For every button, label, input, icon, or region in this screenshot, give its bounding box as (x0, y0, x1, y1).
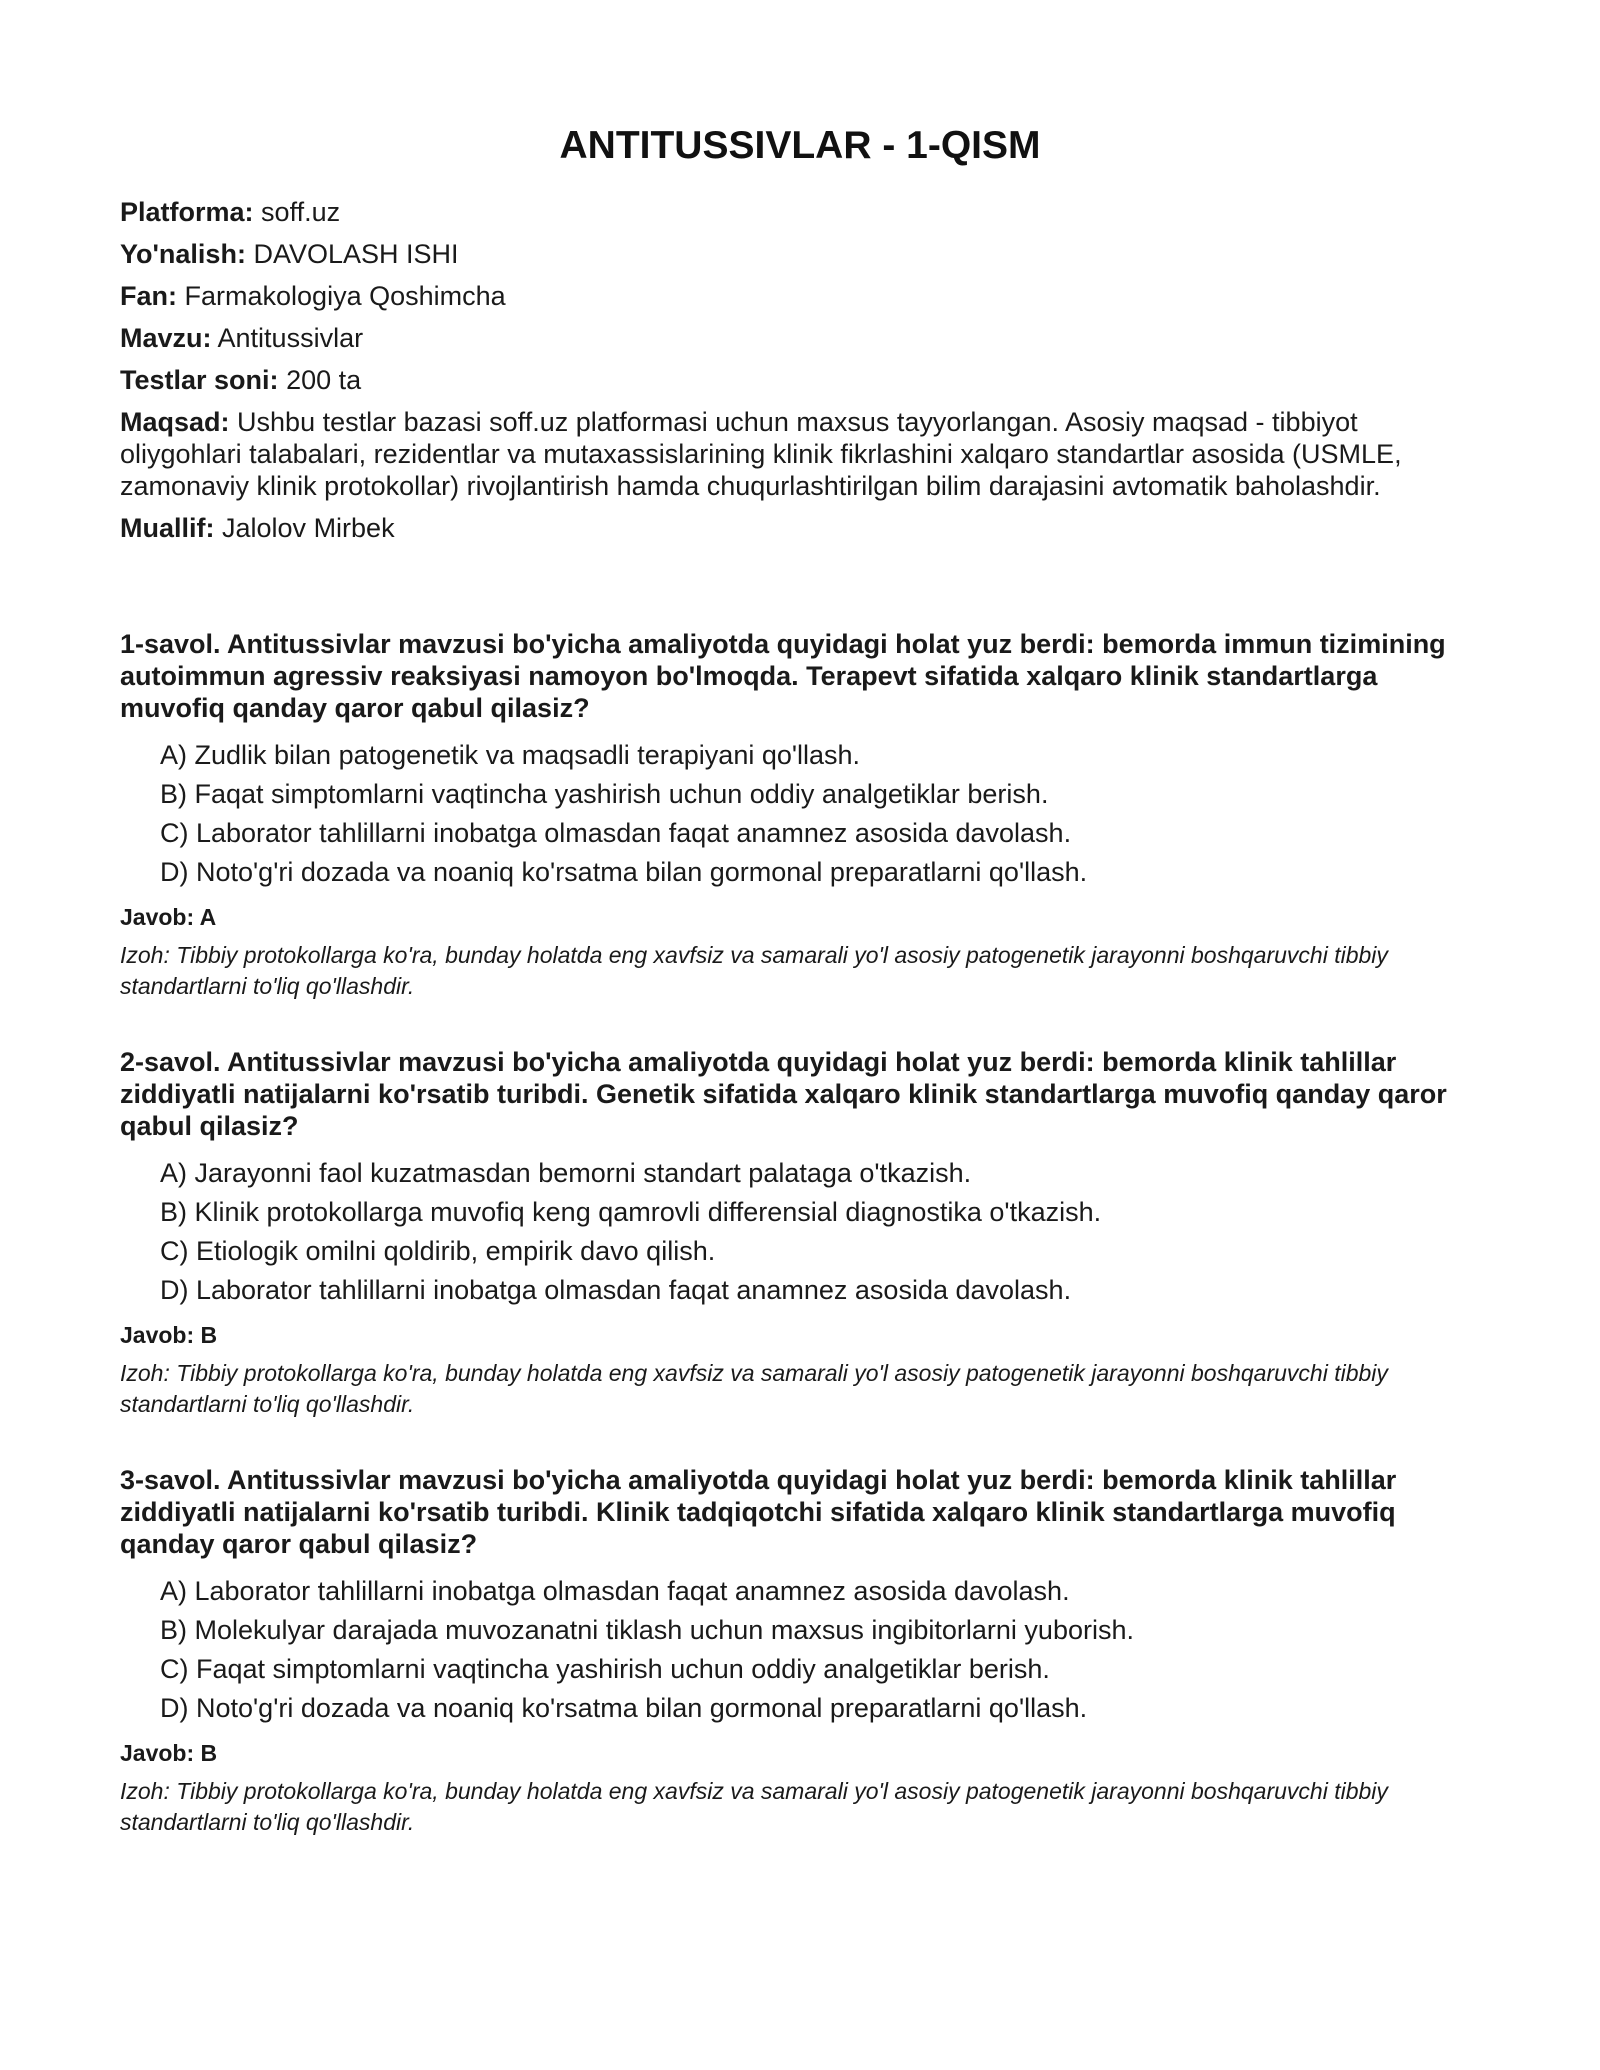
option-c: C) Laborator tahlillarni inobatga olmasdan faqat anamnez asosida davolash. (160, 818, 1072, 848)
answer-line: Javob: B (120, 1322, 218, 1348)
option-c: C) Faqat simptomlarni vaqtincha yashirish uchun oddiy analgetiklar berish. (160, 1654, 1050, 1684)
meta-goal (120, 406, 1480, 502)
explanation-note: Izoh: Tibbiy protokollarga ko'ra, bunday holatda eng xavfsiz va samarali yo'l asosiy patogenetik jarayonni boshqaruvchi tibbiy standartlarni to'liq qo'llashdir. (120, 942, 1388, 999)
document-meta (120, 196, 1480, 544)
meta-label: Fan: (120, 281, 177, 311)
meta-value: soff.uz (261, 197, 341, 227)
option-b: B) Faqat simptomlarni vaqtincha yashirish uchun oddiy analgetiklar berish. (160, 779, 1049, 809)
option-c: C) Etiologik omilni qoldirib, empirik davo qilish. (160, 1236, 716, 1266)
option-d: D) Laborator tahlillarni inobatga olmasdan faqat anamnez asosida davolash. (160, 1275, 1072, 1305)
option-list (120, 1154, 1480, 1310)
meta-label: Platforma: (120, 197, 254, 227)
option-a: A) Jarayonni faol kuzatmasdan bemorni standart palataga o'tkazish. (160, 1158, 972, 1188)
meta-author (120, 512, 1480, 544)
explanation-note: Izoh: Tibbiy protokollarga ko'ra, bunday holatda eng xavfsiz va samarali yo'l asosiy patogenetik jarayonni boshqaruvchi tibbiy standartlarni to'liq qo'llashdir. (120, 1778, 1388, 1835)
question-text: 1-savol. Antitussivlar mavzusi bo'yicha amaliyotda quyidagi holat yuz berdi: bemorda immun tizimining autoimmun agressiv reaksiyasi namoyon bo'lmoqda. Terapevt sifatida xalqaro klinik standartlarga muvofiq qanday qaror qabul qilasiz? (120, 629, 1446, 723)
meta-label: Yo'nalish: (120, 239, 246, 269)
meta-value: Antitussivlar (217, 323, 364, 353)
meta-label: Mavzu: (120, 323, 212, 353)
option-b: B) Klinik protokollarga muvofiq keng qamrovli differensial diagnostika o'tkazish. (160, 1197, 1102, 1227)
question-list (120, 628, 1480, 1838)
meta-value: Jalolov Mirbek (222, 513, 395, 543)
meta-value: DAVOLASH ISHI (253, 239, 459, 269)
question-text: 3-savol. Antitussivlar mavzusi bo'yicha amaliyotda quyidagi holat yuz berdi: bemorda klinik tahlillar ziddiyatli natijalarni ko'rsatib turibdi. Klinik tadqiqotchi sifatida xalqaro klinik standartlarga muvofiq qanday qaror qabul qilasiz? (120, 1465, 1397, 1559)
meta-label: Testlar soni: (120, 365, 279, 395)
explanation-note: Izoh: Tibbiy protokollarga ko'ra, bunday holatda eng xavfsiz va samarali yo'l asosiy patogenetik jarayonni boshqaruvchi tibbiy standartlarni to'liq qo'llashdir. (120, 1360, 1388, 1417)
answer-line: Javob: A (120, 904, 217, 930)
meta-value: Ushbu testlar bazasi soff.uz platformasi uchun maxsus tayyorlangan. Asosiy maqsad - tibbiyot oliygohlari talabalari, rezidentlar va mutaxassislarining klinik fikrlashini xalqaro standartlar asosida (USMLE, zamonaviy klinik protokollar) rivojlantirish hamda chuqurlashtirilgan bilim darajasini avtomatik baholashdir. (120, 407, 1402, 501)
option-b: B) Molekulyar darajada muvozanatni tiklash uchun maxsus ingibitorlarni yuborish. (160, 1615, 1134, 1645)
meta-label: Muallif: (120, 513, 215, 543)
answer-line: Javob: B (120, 1740, 218, 1766)
option-a: A) Zudlik bilan patogenetik va maqsadli terapiyani qo'llash. (160, 740, 861, 770)
question-2 (120, 1046, 1480, 1420)
meta-direction (120, 238, 1480, 270)
meta-value: Farmakologiya Qoshimcha (184, 281, 506, 311)
meta-label: Maqsad: (120, 407, 230, 437)
meta-platform (120, 196, 1480, 228)
question-text: 2-savol. Antitussivlar mavzusi bo'yicha amaliyotda quyidagi holat yuz berdi: bemorda klinik tahlillar ziddiyatli natijalarni ko'rsatib turibdi. Genetik sifatida xalqaro klinik standartlarga muvofiq qanday qaror qabul qilasiz? (120, 1047, 1447, 1141)
question-1 (120, 628, 1480, 1002)
document-title: ANTITUSSIVLAR - 1-QISM (559, 124, 1041, 167)
option-list (120, 1572, 1480, 1728)
meta-topic (120, 322, 1480, 354)
option-d: D) Noto'g'ri dozada va noaniq ko'rsatma bilan gormonal preparatlarni qo'llash. (160, 857, 1088, 887)
option-d: D) Noto'g'ri dozada va noaniq ko'rsatma bilan gormonal preparatlarni qo'llash. (160, 1693, 1088, 1723)
question-3 (120, 1464, 1480, 1838)
meta-test-count (120, 364, 1480, 396)
meta-value: 200 ta (286, 365, 362, 395)
option-list (120, 736, 1480, 892)
meta-subject (120, 280, 1480, 312)
option-a: A) Laborator tahlillarni inobatga olmasdan faqat anamnez asosida davolash. (160, 1576, 1070, 1606)
